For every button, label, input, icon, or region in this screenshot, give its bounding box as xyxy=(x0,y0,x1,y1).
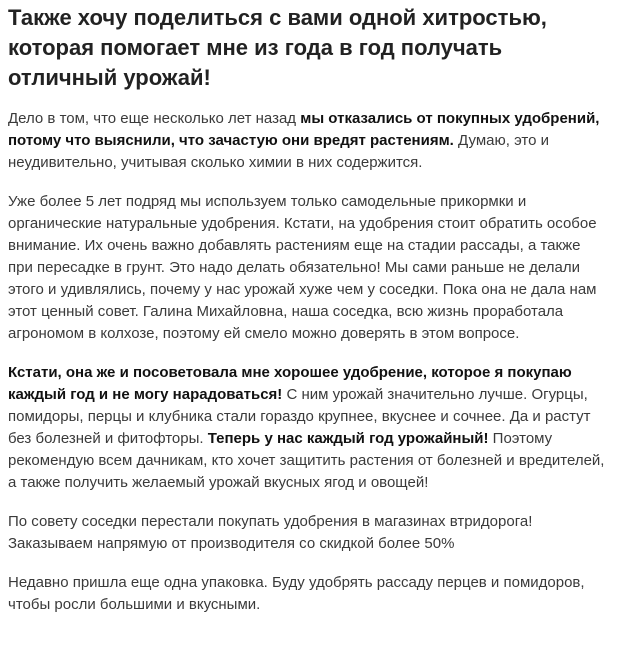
bold-text: Кстати, она же и посоветовала мне хорошее удобрение, которое я покупаю каждый год и не могу нарадоваться! xyxy=(8,364,572,403)
paragraph-2 xyxy=(8,191,609,345)
paragraph-4 xyxy=(8,511,609,555)
paragraph-1 xyxy=(8,108,609,174)
text: По совету соседки перестали покупать удобрения в магазинах втридорога! Заказываем напрямую от производителя со скидкой более 50% xyxy=(8,513,533,552)
text: Недавно пришла еще одна упаковка. Буду удобрять рассаду перцев и помидоров, чтобы росли большими и вкусными. xyxy=(8,574,585,613)
text: Уже более 5 лет подряд мы используем только самодельные прикормки и органические натуральные удобрения. Кстати, на удобрения стоит обратить особое внимание. Их очень важно добавлять растениям еще на стадии рассады, а также при пересадке в грунт. Это надо делать обязательно! Мы сами раньше не делали этого и удивлялись, почему у нас урожай хуже чем у соседки. Пока она не дала нам этот ценный совет. Галина Михайловна, наша соседка, всю жизнь проработала агрономом в колхозе, поэтому ей смело можно доверять в этом вопросе. xyxy=(8,193,597,342)
text: Дело в том, что еще несколько лет назад xyxy=(8,110,301,127)
paragraph-5 xyxy=(8,572,609,616)
text: Думаю, это и неудивительно, учитывая сколько химии в них содержится. xyxy=(8,132,550,171)
article-heading: Также хочу поделиться с вами одной хитростью, которая помогает мне из года в год получать отличный урожай! xyxy=(8,5,547,90)
text: С ним урожай значительно лучше. Огурцы, помидоры, перцы и клубника стали гораздо крупнее, вкуснее и сочнее. Да и растут без болезней и фитофторы. xyxy=(8,386,591,447)
text: Поэтому рекомендую всем дачникам, кто хочет защитить растения от болезней и вредителей, а также получить желаемый урожай вкусных ягод и овощей! xyxy=(8,430,605,491)
bold-text: мы отказались от покупных удобрений, потому что выяснили, что зачастую они вредят растениям. xyxy=(8,110,600,149)
paragraph-3 xyxy=(8,362,609,494)
bold-text: Теперь у нас каждый год урожайный! xyxy=(207,430,489,447)
